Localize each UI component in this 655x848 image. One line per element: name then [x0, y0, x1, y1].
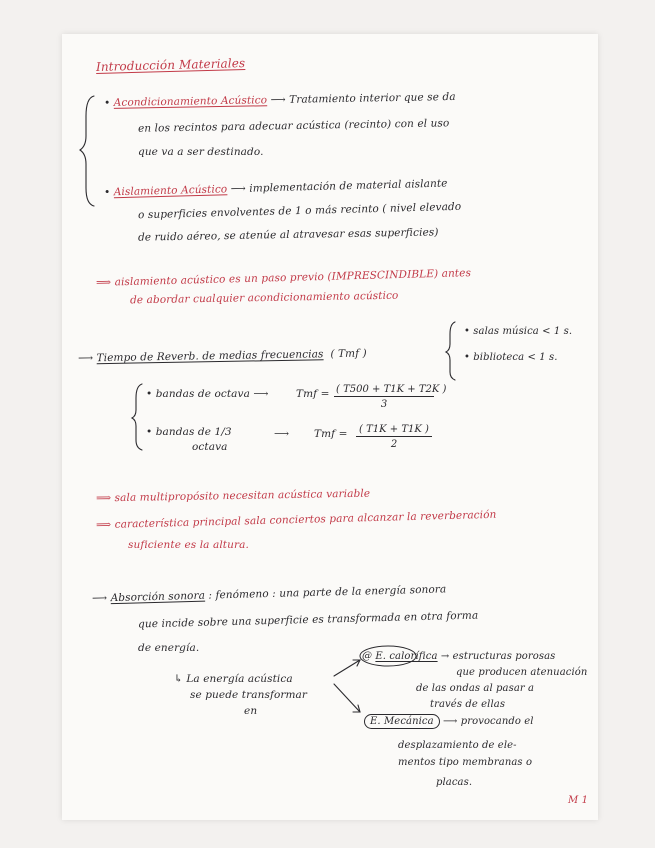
- third-octave-label-2: octava: [192, 441, 228, 453]
- third-octave-numerator: ( T1K + T1K ): [356, 424, 432, 437]
- acondicionamiento-term: Acondicionamiento Acústico: [113, 94, 268, 109]
- note-2-text-2: característica principal sala conciertos para alcanzar la reverberación: [114, 508, 497, 531]
- octave-bands-text: bandas de octava: [155, 388, 250, 400]
- acondicionamiento-definition-1: Tratamiento interior que se da: [289, 90, 456, 106]
- arrow-icon: ⟶: [274, 428, 290, 440]
- mecanica-desc-3: mentos tipo membranas o: [398, 757, 533, 768]
- double-arrow-icon: ⟹: [95, 276, 112, 289]
- tmf-case-music: • salas música < 1 s.: [464, 326, 573, 337]
- arrow-icon: ⟶: [230, 182, 247, 196]
- absorcion-line-3: de energía.: [138, 642, 200, 654]
- tmf-case-library: • biblioteca < 1 s.: [464, 352, 558, 363]
- note-1-line-2: de abordar cualquier acondicionamiento acústico: [129, 289, 399, 307]
- arrow-icon: ⟶: [253, 388, 269, 400]
- double-arrow-icon: ⟹: [95, 492, 112, 505]
- octave-numerator: ( T500 + T1K + T2K ): [336, 384, 447, 395]
- octave-bands-label: • bandas de octava ⟶: [146, 388, 269, 400]
- arrow-icon: ⟶: [91, 592, 108, 605]
- mecanica-desc-2: desplazamiento de ele-: [398, 740, 517, 751]
- tmf-case-library-text: biblioteca < 1 s.: [473, 352, 558, 363]
- third-octave-formula-fraction: [356, 424, 432, 450]
- third-octave-lhs: Tmf =: [314, 428, 348, 440]
- arrow-icon: ⟶: [77, 352, 94, 365]
- energy-transform-line-3: en: [244, 705, 258, 717]
- note-2-text-1: sala multipropósito necesitan acústica variable: [114, 487, 371, 505]
- calorifica-line-1: [362, 651, 555, 662]
- arrow-icon: ⟶: [442, 716, 458, 727]
- calorifica-desc-2: que producen atenuación: [456, 667, 588, 678]
- note-1-text-1: aislamiento acústico es un paso previo (IMPRESCINDIBLE) antes: [114, 267, 472, 289]
- tmf-label: Tiempo de Reverb. de medias frecuencias: [96, 348, 324, 365]
- acondicionamiento-line-1: • Acondicionamiento Acústico ⟶ Tratamiento interior que se da: [103, 90, 456, 110]
- page-title: Introducción Materiales: [95, 56, 246, 74]
- third-octave-denominator: 2: [390, 439, 398, 450]
- calorifica-desc-1: estructuras porosas: [452, 651, 556, 662]
- double-arrow-icon: ⟹: [95, 518, 112, 532]
- absorcion-line-2: que incide sobre una superficie es transformada en otra forma: [137, 609, 479, 631]
- page-number: M 1: [568, 795, 589, 806]
- calorifica-term: E. calorífica: [375, 651, 438, 662]
- energy-transform-line-1: [174, 673, 293, 685]
- corner-arrow-icon: ↳: [174, 673, 183, 685]
- energy-transform-text-1: La energía acústica: [186, 673, 293, 685]
- absorcion-definition-1: : fenómeno : una parte de la energía sonora: [208, 583, 447, 602]
- octave-formula-fraction: [334, 384, 447, 410]
- note-2-line-3: suficiente es la altura.: [128, 539, 249, 551]
- aislamiento-line-1: • Aislamiento Acústico ⟶ implementación de material aislante: [103, 177, 448, 199]
- third-octave-label-1: • bandas de 1/3: [146, 426, 232, 438]
- arrow-icon: ⟶: [270, 93, 286, 107]
- arrow-icon: →: [440, 651, 450, 662]
- aislamiento-definition-1: implementación de material aislante: [249, 177, 448, 195]
- tmf-case-music-text: salas música < 1 s.: [473, 326, 573, 337]
- aislamiento-line-3: de ruido aéreo, se atenúe al atravesar esas superficies): [137, 226, 439, 244]
- mecanica-desc-4: placas.: [436, 777, 473, 788]
- aislamiento-line-2: o superficies envolventes de 1 o más recinto ( nivel elevado: [137, 200, 462, 222]
- mecanica-desc-1: provocando el: [460, 716, 534, 727]
- octave-lhs: Tmf =: [296, 388, 330, 400]
- third-octave-text: bandas de 1/3: [155, 426, 232, 438]
- energy-transform-line-2: se puede transformar: [190, 689, 308, 701]
- mecanica-line-1: [364, 716, 534, 727]
- mecanica-term: E. Mecánica: [364, 714, 440, 729]
- calorifica-desc-3: de las ondas al pasar a: [416, 683, 535, 694]
- acondicionamiento-line-3: que va a ser destinado.: [138, 146, 264, 158]
- aislamiento-term: Aislamiento Acústico: [113, 183, 228, 199]
- absorcion-term: Absorción sonora: [110, 589, 206, 605]
- calorifica-mark: @: [362, 651, 373, 662]
- tmf-symbol: ( Tmf ): [330, 347, 367, 361]
- octave-denominator: 3: [380, 399, 388, 410]
- calorifica-desc-4: través de ellas: [430, 699, 506, 710]
- acondicionamiento-line-2: en los recintos para adecuar acústica (recinto) con el uso: [137, 117, 450, 135]
